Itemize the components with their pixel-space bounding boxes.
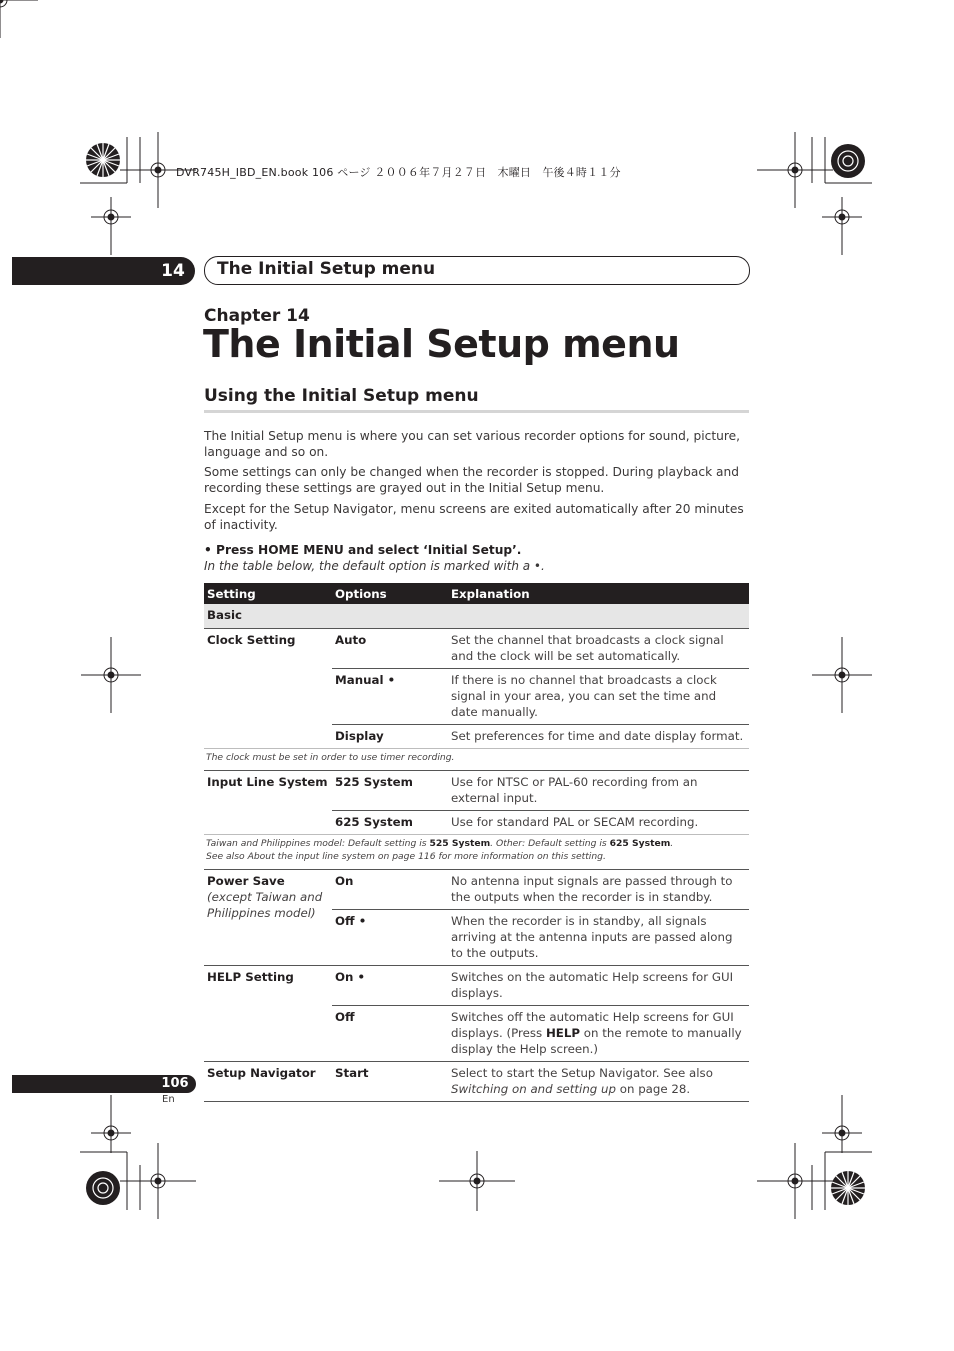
table-note-row: [204, 749, 749, 771]
table-row: [204, 725, 749, 749]
instruction-bullet: • Press HOME MENU and select ‘Initial Setup’.: [204, 543, 522, 557]
option: 625 System: [332, 811, 448, 835]
table-header-row: [204, 583, 749, 604]
option: Start: [332, 1062, 448, 1102]
explanation: Use for standard PAL or SECAM recording.: [448, 811, 749, 835]
page-number: 106: [161, 1076, 189, 1091]
setting-name: Setup Navigator: [204, 1062, 332, 1102]
section-title: Using the Initial Setup menu: [204, 386, 479, 406]
option: On •: [332, 966, 448, 1006]
cross-reference: Switching on and setting up: [451, 1082, 616, 1096]
setting-name: Input Line System: [204, 771, 332, 811]
explanation: Set preferences for time and date display format.: [448, 725, 749, 749]
setting-subnote: (except Taiwan and Philippines model): [207, 890, 323, 920]
explanation: No antenna input signals are passed through to the outputs when the recorder is in standby.: [448, 870, 749, 910]
group-row-basic: [204, 604, 749, 629]
explanation: Switches off the automatic Help screens for GUI displays. (Press HELP on the remote to manually display the Help screen.): [448, 1006, 749, 1062]
group-label: Basic: [204, 604, 749, 629]
chapter-label: Chapter 14: [204, 306, 310, 326]
header-explanation: Explanation: [448, 583, 749, 604]
clock-note: The clock must be set in order to use timer recording.: [204, 749, 749, 771]
explanation: Set the channel that broadcasts a clock signal and the clock will be set automatically.: [448, 629, 749, 669]
settings-table: [204, 583, 749, 1102]
option: Off •: [332, 910, 448, 966]
page-title: The Initial Setup menu: [203, 322, 680, 366]
header-setting: Setting: [204, 583, 332, 604]
page-language: En: [162, 1094, 175, 1105]
option: Display: [332, 725, 448, 749]
explanation: When the recorder is in standby, all signals arriving at the antenna inputs are passed along to the outputs.: [448, 910, 749, 966]
table-row: [204, 1062, 749, 1102]
explanation: If there is no channel that broadcasts a clock signal in your area, you can set the time and date manually.: [448, 669, 749, 725]
table-row: [204, 771, 749, 811]
paragraph: Except for the Setup Navigator, menu screens are exited automatically after 20 minutes of inactivity.: [204, 502, 744, 532]
paragraph: The Initial Setup menu is where you can set various recorder options for sound, picture, language and so on.: [204, 429, 740, 459]
option: On: [332, 870, 448, 910]
setting-name: Clock Setting: [204, 629, 332, 669]
running-header-title: The Initial Setup menu: [217, 259, 436, 279]
option: Off: [332, 1006, 448, 1062]
header-options: Options: [332, 583, 448, 604]
table-row: [204, 629, 749, 669]
table-row: [204, 811, 749, 835]
explanation: Switches on the automatic Help screens for GUI displays.: [448, 966, 749, 1006]
explanation: Select to start the Setup Navigator. See also Switching on and setting up on page 28.: [448, 1062, 749, 1102]
explanation: Use for NTSC or PAL-60 recording from an external input.: [448, 771, 749, 811]
option: Auto: [332, 629, 448, 669]
table-note-row: [204, 835, 749, 870]
table-note: In the table below, the default option is marked with a •.: [204, 559, 545, 573]
table-row: [204, 1006, 749, 1062]
running-header: [204, 256, 750, 285]
table-row: [204, 966, 749, 1006]
chapter-tab-number: 14: [161, 261, 185, 281]
table-row: [204, 870, 749, 910]
setting-name: HELP Setting: [204, 966, 332, 1006]
setting-name: Power Save (except Taiwan and Philippines model): [204, 870, 332, 966]
paragraph: Some settings can only be changed when the recorder is stopped. During playback and recording these settings are grayed out in the Initial Setup menu.: [204, 465, 739, 495]
print-header: DVR745H_IBD_EN.book 106 ページ ２００６年７月２７日 木曜日 午後４時１１分: [176, 166, 621, 179]
option: 525 System: [332, 771, 448, 811]
option: Manual •: [332, 669, 448, 725]
section-rule: [204, 410, 749, 413]
input-line-note: Taiwan and Philippines model: Default setting is 525 System. Other: Default setting is 625 System. See also About the input line system on page 116 for more information on this setting.: [204, 835, 749, 870]
table-row: [204, 669, 749, 725]
